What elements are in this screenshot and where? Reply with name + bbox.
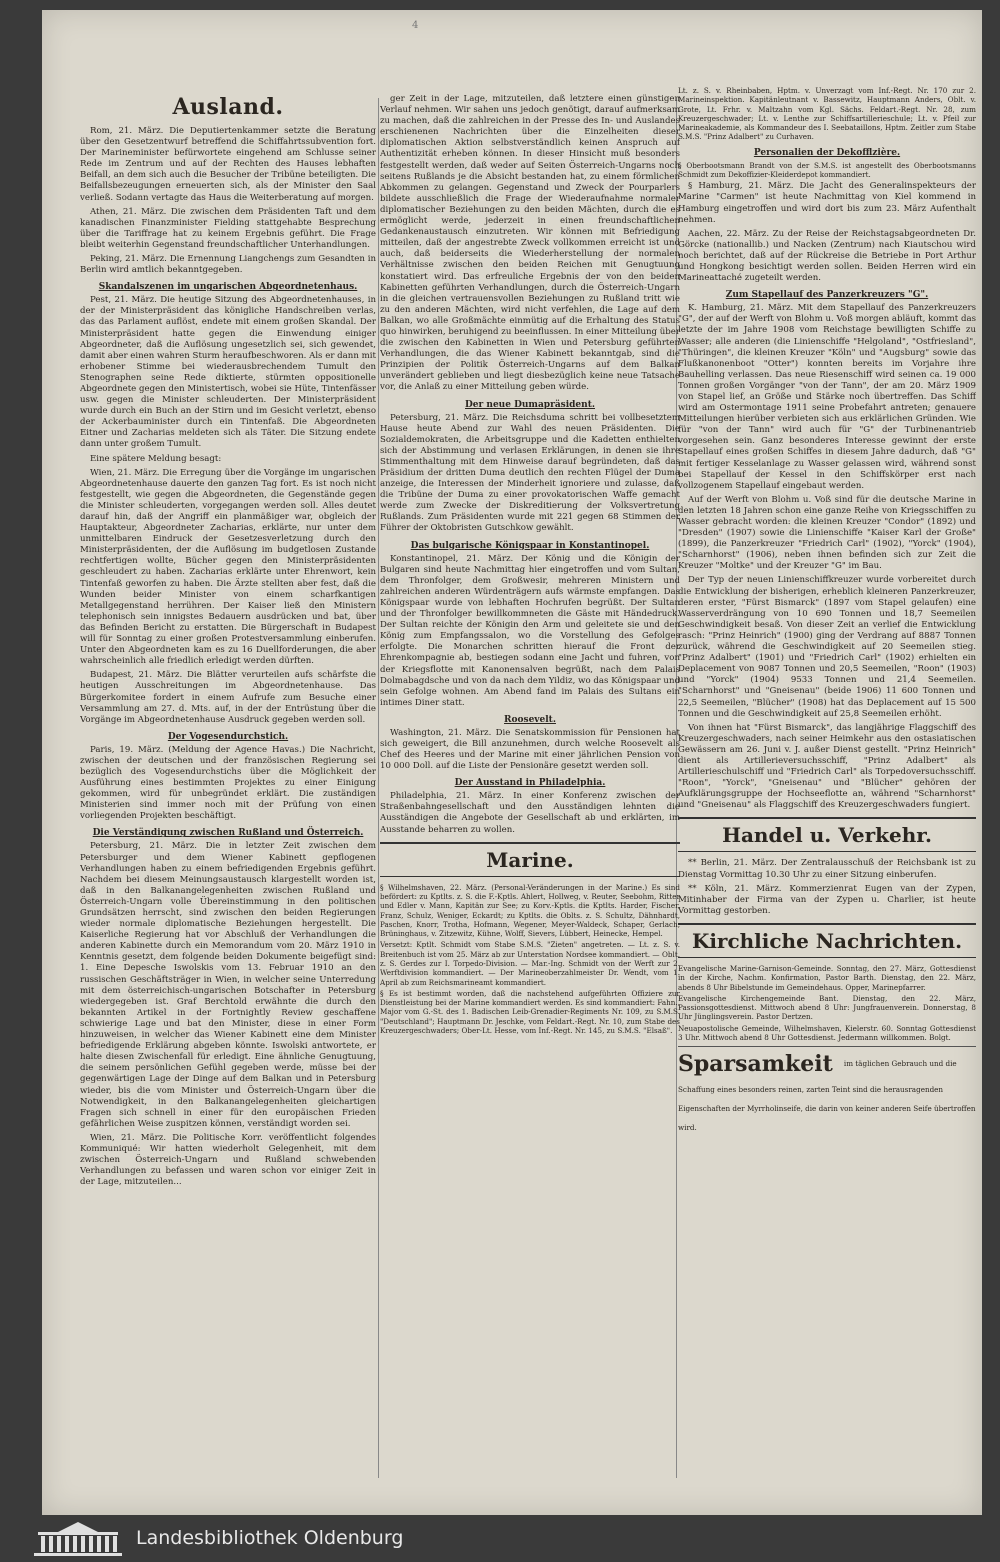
church-notice-2: Evangelische Kirchengemeinde Bant. Dienstag, den 22. März, Passionsgottesdienst. Mittwoch abend 8 Uhr: Jungfrauenverein. Donnerstag, 8 Uhr Jünglingsverein. Pastor Dertzen. xyxy=(678,993,976,1022)
ad-text: im täglichen Gebrauch und die Schaffung eines besonders reinen, zarten Teint sind die herausragenden Eigenschaften der Myrrholinseife, die darin von keiner anderen Seife übertroffen wird. xyxy=(678,1059,976,1133)
section-title-duma: Der neue Dumapräsident. xyxy=(465,399,595,410)
article-konstantinopel: Konstantinopel, 21. März. Der König und die Königin der Bulgaren sind heute Nachmittag hier eingetroffen und vom Sultan, dem Thronfolger, dem Großwesir, mehreren Ministern und zahlreichen anderen Würdenträgern aufs wärmste empfangen. Das Königspaar wurde von lebhaften Hochrufen begrüßt. Der Sultan und der Thronfolger bewillkommneten die Gäste mit Händedruck. Der Sultan reichte der Königin den Arm und geleitete sie und den König zum Empfangssalon, wo die Vorstellung des Gefolges erfolgte. Die Monarchen schritten hierauf die Front der Ehrenkompagnie ab, bestiegen sodann eine Jacht und fuhren, von der Kriegsflotte mit Kanonensalven begrüßt, nach dem Palais Dolmabagdsche und von da nach dem Yildiz, wo das Königspaar und sein Gefolge wohnen. Am Abend fand im Palais des Sultans ein intimes Diner statt. xyxy=(380,553,680,708)
church-notice-1: Evangelische Marine-Garnison-Gemeinde. Sonntag, den 27. März, Gottesdienst in der Kirche, Nachm. Konfirmation, Pastor Barth. Dienstag, den 22. März, abends 8 Uhr Bibelstunde im Gemeindehaus. Opper, Marinepfarrer. xyxy=(678,963,976,992)
article-stapellauf-2: Auf der Werft von Blohm u. Voß sind für die deutsche Marine in den letzten 18 Jahren schon eine ganze Reihe von Kriegsschiffen zu Wasser gebracht worden: die kleinen Kreuzer "Condor" (1892) und "Dresden" (1907) sowie die Linienschiffe "Kaiser Karl der Große" (1899), die Panzerkreuzer "Friedrich Carl" (1902), "Yorck" (1904), "Scharnhorst" (1906), neben ihnen befinden sich zur Zeit die Kreuzer "Moltke" und der Kreuzer "G" im Bau. xyxy=(678,494,976,572)
article-petersburg: Petersburg, 21. März. Die in letzter Zeit zwischen dem Petersburger und dem Wiener Kabinett gepflogenen Verhandlungen haben zu einem befriedigenden Ergebnis geführt. Nachdem bei diesem Meinungsaustausch klargestellt worden ist, daß in den Balkanangelegenheiten zwischen Rußland und Österreich-Ungarn volle Übereinstimmung in den politischen Grundsätzen herrscht, sind zwischen den beiden Regierungen wieder normale diplomatische Beziehungen hergestellt. Die Kaiserliche Regierung hat vor Abschluß der Verhandlungen die anderen Kabinette durch ein Memorandum vom 20. März 1910 in Kenntnis gesetzt, dem folgende beiden Dokumente beigefügt sind: 1. Eine Depesche Iswolskis vom 13. Februar 1910 an den russischen Geschäftsträger in Wien, in welcher seine Unterredung mit dem österreichisch-ungarischen Botschafter in Petersburg wiedergegeben ist. Graf Berchtold erwähnte die durch den bekannten Artikel in der Fortnightly Review geschaffene schwierige Lage und bat den Minister, diese in einer Form hinzuweisen, in welcher das Wiener Kabinett eine dem Minister befriedigende Erklärung abgeben könnte. Iswolski antwortete, er halte diesen Zwischenfall für erledigt. Eine ähnliche Genugtuung, die seinem persönlichen Gefühl gegeben werde, müsse bei der gegenwärtigen Lage der Dinge auf dem Balkan und in Petersburg wieder, bis die vom Minister und Österreich-Ungarn über die Notwendigkeit, in den Balkanangelegenheiten gleichartigen Fragen sich schnell in einer für den europäischen Frieden gefährlichen Weise zuspitzen können, verständigt worden sei. xyxy=(80,841,376,1129)
marine-continuation: Lt. z. S. v. Rheinbaben, Hptm. v. Unverzagt vom Inf.-Regt. Nr. 170 zur 2. Marineinspektion. Kapitänleutnant v. Bassewitz, Hauptmann Anders, Oblt. v. Grote, Lt. Frhr. v. Maltzahn vom Kgl. Sächs. Feldart.-Regt. Nr. 28, zum Kreuzergeschwader; Lt. v. Lenthe zur Schiffsartillerieschule; Lt. v. Pfeil zur Marineakademie, als Kommandeur des I. Seebataillons, Hptm. Zeitler zum Stabe S.M.S. "Prinz Adalbert" zu Curhaven. xyxy=(678,86,976,142)
article-rom: Rom, 21. März. Die Deputiertenkammer setzte die Beratung über den Gesetzentwurf betreffend die Schiffahrtssubvention fort. Der Marineminister befürwortete eingehend am Schlusse seiner Rede im Zentrum und auf der Rechten des Hauses lebhaften Beifall, an dem sich auch die Besucher der Tribüne beteiligten. Die Beifallsbezeugungen erneuerten sich, als der Minister den Saal verließ. Sodann vertagte das Haus die Weiterberatung auf morgen. xyxy=(80,126,376,203)
article-stapellauf-1: K. Hamburg, 21. März. Mit dem Stapellauf des Panzerkreuzers "G", der auf der Werft von Blohm u. Voß morgen abläuft, kommt das letzte der im Jahre 1908 vom Reichstage bewilligten Schiffe zu Wasser; alle anderen (die Linienschiffe "Helgoland", "Ostfriesland", "Thüringen", die kleinen Kreuzer "Köln" und "Augsburg" sowie das Flußkanonenboot "Otter") konnten bereits im Vorjahre ihre Bauhelling verlassen. Das neue Riesenschiff wird seinen ca. 19 000 Tonnen großen Vorgänger "von der Tann", der am 20. März 1909 von Stapel lief, an Größe und Stärke noch übertreffen. Das Schiff wird am Ostermontage 1911 seine Probefahrt antreten; genauere Mitteilungen hierüber verbieten sich aus erklärlichen Gründen. Wie für "von der Tann" wird auch für "G" der Turbinenantrieb vorgesehen sein. Ganz besonderes Interesse gewinnt der erste Stapellauf eines großen Schiffes in diesem Jahre dadurch, daß "G" mit fertiger Kesselanlage zu Wasser gelassen wird, während sonst bei Stapellauf der Kessel in den Schiffskörper erst nach vollzogenem Stapellauf eingebaut werden. xyxy=(678,303,976,491)
column-3 xyxy=(678,86,976,1460)
ad-headline: Sparsamkeit xyxy=(678,1051,833,1078)
column-2 xyxy=(380,94,680,1460)
column-rule-1 xyxy=(378,98,379,1478)
article-berlin: ** Berlin, 21. März. Der Zentralausschuß der Reichsbank ist zu Dienstag Vormittag 10.30 Uhr zu einer Sitzung einberufen. xyxy=(678,858,976,880)
heading-handel: Handel u. Verkehr. xyxy=(678,817,976,852)
article-stapellauf-4: Von ihnen hat "Fürst Bismarck", das langjährige Flaggschiff des Kreuzergeschwaders, nach seiner Heimkehr aus den ostasiatischen Gewässern am 26. Juni v. J. außer Dienst gestellt. "Prinz Heinrich" dient als Artillerieversuchsschiff, "Prinz Adalbert" als Artillerieschulschiff und "Friedrich Carl" als Torpedoversuchsschiff. "Roon", "Yorck", "Gneisenau" und "Blücher" gehören der Aufklärungsgruppe der Hochseeflotte an, während "Scharnhorst" und "Gneisenau" als Flaggschiff des Kreuzergeschwaders fungiert. xyxy=(678,722,976,811)
section-title-philadelphia: Der Ausstand in Philadelphia. xyxy=(454,778,606,789)
article-washington: Washington, 21. März. Die Senatskommission für Pensionen hat sich geweigert, die Bill anzunehmen, durch welche Roosevelt als Chef des Heeres und der Marine mit einer jährlichen Pension von 10 000 Doll. auf die Liste der Pensionäre gesetzt werden soll. xyxy=(380,727,680,772)
section-title-stapellauf: Zum Stapellauf des Panzerkreuzers "G". xyxy=(725,290,929,301)
advertisement-sparsamkeit xyxy=(678,1051,976,1134)
page-mark: 4 xyxy=(412,20,419,31)
article-athen: Athen, 21. März. Die zwischen dem Präsidenten Taft und dem kanadischen Finanzminister Fielding stattgehabte Besprechung über die Tariffrage hat zu keinem Ergebnis geführt. Die Frage bleibt weiterhin Gegenstand freundschaftlicher Unterhandlungen. xyxy=(80,206,376,250)
library-name: Landesbibliothek Oldenburg xyxy=(136,1527,404,1549)
marine-bestimmt: § Es ist bestimmt worden, daß die nachstehend aufgeführten Offiziere zur Dienstleistung bei der Marine kommandiert werden. Es sind kommandiert: Fahn., Major vom G.-St. des 1. Badischen Leib-Grenadier-Regiments Nr. 109, zu S.M.S. "Deutschland"; Hauptmann Dr. Jeschke, vom Feldart.-Regt. Nr. 10, zum Stabe des Kreuzergeschwaders; Ober-Lt. Hesse, vom Inf.-Regt. Nr. 145, zu S.M.S. "Elsaß". xyxy=(380,988,680,1036)
article-wien: Wien, 21. März. Die Erregung über die Vorgänge im ungarischen Abgeordnetenhause dauerte den ganzen Tag fort. Es ist noch nicht festgestellt, wie gegen die Abgeordneten, die Gegenstände gegen die Minister schleuderten, vorgegangen werden soll. Alles deutet darauf hin, daß der Angriff ein planmäßiger war, obgleich der Hauptakteur, Abgeordneter Zacharias, erklärte, nur unter dem unmittelbaren Eindruck der Gesetzesverletzung durch den Ministerpräsidenten, der die Auflösung im budgetlosen Zustande rechtfertigen wollte, Bücher gegen den Ministerpräsidenten geschleudert zu haben. Zacharias erklärte unter Ehrenwort, kein Tintenfaß geworfen zu haben. Die Ärzte stellten aber fest, daß die Wunden beider Minister von einem scharfkantigen Metallgegenstand herrühren. Der Kaiser ließ den Ministern telephonisch sein innigstes Bedauern ausdrücken und bat, über das Befinden Bericht zu erstatten. Die Bürgerschaft in Budapest will für Sonntag zu einer großen Protestversammlung einberufen. Unter den Abgeordneten kam es zu 16 Duellforderungen, die aber wahrscheinlich alle friedlich erledigt werden dürften. xyxy=(80,467,376,667)
article-hamburg: § Hamburg, 21. März. Die Jacht des Generalinspekteurs der Marine "Carmen" ist heute Nachmittag von Kiel kommend in Hamburg eingetroffen und wird dort bis zum 23. März Aufenthalt nehmen. xyxy=(678,181,976,225)
article-dekoffiziere: § Oberbootsmann Brandt von der S.M.S. ist angestellt des Oberbootsmanns Schmidt zum Dekoffizier-Kleiderdepot kommandiert. xyxy=(678,160,976,180)
section-title-skandal: Skandalszenen im ungarischen Abgeordnetenhaus. xyxy=(98,282,358,293)
article-aachen: Aachen, 22. März. Zu der Reise der Reichstagsabgeordneten Dr. Görcke (nationallib.) und Nacken (Zentrum) nach Kiautschou wird noch berichtet, daß auf der Rückreise die Betriebe in Port Arthur und Hongkong besichtigt werden sollen. Beiden Herren wird ein Marineattaché zugeteilt werden. xyxy=(678,228,976,284)
article-pest: Pest, 21. März. Die heutige Sitzung des Abgeordnetenhauses, in der der Ministerpräsident das königliche Handschreiben verlas, das das Parlament auflöst, endete mit einem großen Skandal. Der Ministerpräsident hatte gegen die Einwendung einiger Abgeordneter, daß die Auflösung ungesetzlich sei, sich gewendet, damit aber einen wahren Sturm heraufbeschworen. Als er dann mit erhobener Stimme bei wiederausbrechendem Tumult den Stenographen seine Rede diktierte, stürmten oppositionelle Abgeordnete gegen den Ministertisch, wobei sie Hüte, Tintenfässer usw. gegen die Minister schleuderten. Der Ministerpräsident wurde durch ein Buch an der Stirn und im Gesicht verletzt, ebenso der Ackerbauminister durch ein Tintenfaß. Die Abgeordneten Eitner und Zacharias meldeten sich als Täter. Die Sitzung endete dann unter großem Tumult. xyxy=(80,295,376,450)
marine-versetzt: Versetzt: Kptlt. Schmidt vom Stabe S.M.S. "Zieten" angetreten. — Lt. z. S. v. Breitenbuch ist vom 25. März ab zur Unterstation Nordsee kommandiert. — Oblt. z. S. Gerdes zur I. Torpedo-Division. — Mar.-Ing. Schmidt von der Werft zur 2. Werftdivision kommandiert. — Der Marineoberzahlmeister Dr. Wendt, vom 1. April ab zum Reichsmarineamt kommandiert. xyxy=(380,940,680,987)
article-koeln: ** Köln, 21. März. Kommerzienrat Eugen van der Zypen, Mitinhaber der Firma van der Zypen u. Charlier, ist heute Vormittag gestorben. xyxy=(678,883,976,916)
church-notice-3: Neuapostolische Gemeinde, Wilhelmshaven, Kielerstr. 60. Sonntag Gottesdienst 3 Uhr. Mittwoch abend 8 Uhr Gottesdienst. Jedermann willkommen. Bolgt. xyxy=(678,1023,976,1042)
divider xyxy=(678,1046,976,1047)
section-title-vogesen: Der Vogesendurchstich. xyxy=(167,731,289,742)
heading-kirche: Kirchliche Nachrichten. xyxy=(678,923,976,958)
section-title-roosevelt: Roosevelt. xyxy=(504,714,556,725)
heading-marine: Marine. xyxy=(380,842,680,877)
article-paris: Paris, 19. März. (Meldung der Agence Havas.) Die Nachricht, zwischen der deutschen und der französischen Regierung sei bezüglich des Vogesendurchstichs über die Möglichkeit der Ausführung eines bestimmten Projektes zu einer Einigung gekommen, wird für unbegründet erklärt. Die zuständigen Ministerien sind immer noch mit der Prüfung von einen vorliegenden Projekten beschäftigt. xyxy=(80,744,376,822)
article-philadelphia: Philadelphia, 21. März. In einer Konferenz zwischen der Straßenbahngesellschaft und den Ausständigen lehnten die Ausständigen die Angebote der Gesellschaft ab und erklärten, im Ausstande beharren zu wollen. xyxy=(380,791,680,835)
article-stapellauf-3: Der Typ der neuen Linienschiffkreuzer wurde vorbereitet durch die Entwicklung der bisherigen, erheblich kleineren Panzerkreuzer, deren erster, "Fürst Bismarck" (1897 vom Stapel gelaufen) eine Wasserverdrängung von 10 690 Tonnen und 18,7 Seemeilen Geschwindigkeit besaß. Von dieser Zeit an verlief die Entwicklung rasch: "Prinz Heinrich" (1900) ging der Verdrang auf 8887 Tonnen zurück, während die Geschwindigkeit auf 20 Seemeilen stieg. "Prinz Adalbert" (1901) und "Friedrich Carl" (1902) erhielten ein Deplacement von 9087 Tonnen und 20,5 Seemeilen, "Roon" (1903) und "Yorck" (1904) 9533 Tonnen und 21,4 Seemeilen. "Scharnhorst" und "Gneisenau" (beide 1906) 11 600 Tonnen und 22,5 Seemeilen, "Blücher" (1908) hat das Deplacement auf 15 500 Tonnen und die Geschwindigkeit auf 25,8 Seemeilen erhöht. xyxy=(678,575,976,719)
article-continuation: ger Zeit in der Lage, mitzuteilen, daß letztere einen günstigen Verlauf nehmen. Wir sahen uns jedoch genötigt, darauf aufmerksam zu machen, daß die zahlreichen in der Presse des In- und Auslandes erschienenen Nachrichten über die Einzelheiten dieser diplomatischen Aktion selbstverständlich keinen Anspruch auf Authentizität erheben können. In dieser Hinsicht muß besonders festgestellt werden, daß weder auf Seiten Österreich-Ungarns noch seitens Rußlands je die Absicht bestanden hat, zu einem förmlichen Abkommen zu gelangen. Gegenstand und Zweck der Pourparlers bildete ausschließlich die Frage der Wiederaufnahme normaler diplomatischer Beziehungen zu den beiden Mächten, durch die es ermöglicht werde, jederzeit in einen freundschaftlichen Gedankenaustausch einzutreten. Wir können mit Befriedigung mitteilen, daß der angestrebte Zweck vollkommen erreicht ist und auch, daß beiderseits die Wiederherstellung der normalen Verhältnisse zwischen den beiden Reichen mit Genugtuung konstatiert wird. Das erfreuliche Ergebnis der von den beiden Kabinetten geführten Verhandlungen, durch die Österreich-Ungarn in die gleichen vertrauensvollen Beziehungen zu Rußland tritt wie zu den anderen Mächten, wird nicht verfehlen, die Lage auf dem Balkan, wo alle Großmächte einmütig auf die Erhaltung des Status quo hinwirken, beruhigend zu beeinflussen. In einer Mitteilung über die zwischen den Kabinetten in Wien und Petersburg geführten Verhandlungen, die das Wiener Kabinett bekanntgab, sind die Prinzipien der Politik Österreich-Ungarns auf dem Balkan unverändert geblieben und liegt diesbezüglich keine neue Tatsache vor, die Anlaß zu einer Mitteilung geben würde. xyxy=(380,94,680,393)
section-title-verstaendigung: Die Verständigung zwischen Rußland und Österreich. xyxy=(92,828,364,839)
marine-personal: § Wilhelmshaven, 22. März. (Personal-Veränderungen in der Marine.) Es sind befördert: zu Kptlts. z. S. die F.-Kptls. Ahlert, Hollweg, v. Reuter, Seebohm, Ritter und Edler v. Mann, Kapitän zur See; zu Korv.-Kptls. die Kptlts. Harder, Fischer, Franz, Schulz, Weniger, Eckardt; zu Kptlts. die Oblts. z. S. Schultz, Dähnhardt, Paschen, Knorr, Trotha, Hofmann, Wegener, Meyer-Waldeck, Schaper, Gerlach, Brüninghaus, v. Zitzewitz, Kühne, Wolff, Sievers, Lübbert, Heinecke, Hempel. xyxy=(380,882,680,939)
section-title-bulgaria: Das bulgarische Königspaar in Konstantinopel. xyxy=(410,540,650,551)
article-wien-2: Wien, 21. März. Die Politische Korr. veröffentlicht folgendes Kommuniqué: Wir hatten wiederholt Gelegenheit, mit dem zwischen Österreich-Ungarn und Rußland schwebenden Verhandlungen zu befassen und waren schon vor einiger Zeit in der Lage, mitzuteilen... xyxy=(80,1132,376,1188)
newspaper-page xyxy=(42,10,982,1515)
section-title-dekoffiziere: Personalien der Dekofflzière. xyxy=(753,147,901,158)
article-meldung: Eine spätere Meldung besagt: xyxy=(90,453,222,464)
footer-bar xyxy=(0,1516,1000,1562)
heading-ausland: Ausland. xyxy=(172,94,284,120)
article-budapest: Budapest, 21. März. Die Blätter verurteilen aufs schärfste die heutigen Ausschreitungen im Abgeordnetenhause. Das Bürgerkomitee fordert in einem Aufrufe zum Besuche einer Versammlung am 27. d. Mts. auf, in der der Entrüstung über die Vorgänge im Abgeordnetenhause Ausdruck gegeben werden soll. xyxy=(80,670,376,725)
article-peking: Peking, 21. März. Die Ernennung Liangchengs zum Gesandten in Berlin wird amtlich bekanntgegeben. xyxy=(80,254,376,276)
column-1 xyxy=(80,70,376,1460)
article-duma: Petersburg, 21. März. Die Reichsduma schritt bei vollbesetztem Hause heute Abend zur Wahl des neuen Präsidenten. Die Sozialdemokraten, die Arbeitsgruppe und die Kadetten enthielten sich der Abstimmung und verlasen Erklärungen, in denen sie ihre Stimmenthaltung mit dem Hinweise darauf begründeten, daß das Präsidium der dritten Duma deutlich den rechten Flügel der Duma anzeige, die Interessen der Minderheit ignoriere und zulasse, daß die Tribüne der Duma zu einer provokatorischen Waffe gemacht werde zum Zwecke der Diskreditierung der Volksvertretung Rußlands. Zum Präsidenten wurde mit 221 gegen 68 Stimmen der Führer der Oktobristen Gutschkow gewählt. xyxy=(380,412,680,534)
library-building-icon xyxy=(32,1520,124,1558)
